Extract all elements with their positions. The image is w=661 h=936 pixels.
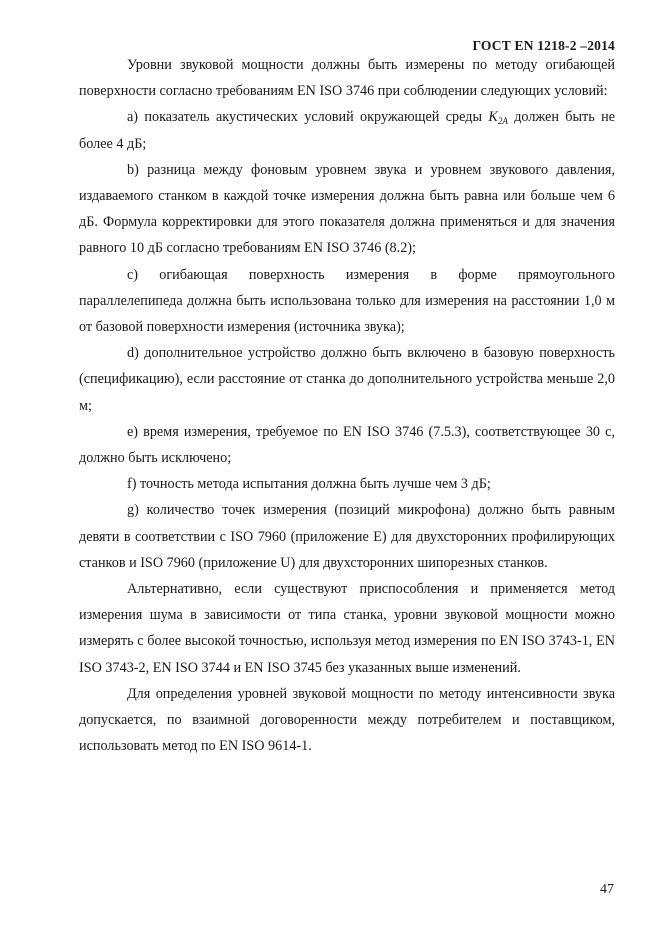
paragraph-alternative: Альтернативно, если существуют приспособления и применяется метод измерения шума в зависимости от типа станка, уровни звуковой мощности можно измерять с более высокой точностью, используя метод измерения по EN ISO 3743-1, EN ISO 3743-2, EN ISO 3744 и EN ISO 3745 без указанных выше изменений.	[79, 581, 615, 676]
k-letter: K	[488, 109, 498, 126]
paragraph-item-b: b) разница между фоновым уровнем звука и уровнем звукового давления, издаваемого станком в каждой точке измерения должна быть равна или больше чем 6 дБ. Формула корректировки для этого показателя должна применяться и для значения равного 10 дБ согласно требованиям EN ISO 3746 (8.2);	[79, 161, 615, 257]
item-a-text-before: a) показатель акустических условий окружающей среды	[127, 109, 489, 126]
k2a-symbol	[488, 109, 507, 125]
item-a-text-after: должен быть не более 4 дБ;	[79, 109, 615, 152]
page-number: 47	[600, 882, 614, 897]
paragraph-item-f: f) точность метода испытания должна быть лучше чем 3 дБ;	[127, 476, 491, 493]
document-body	[79, 52, 615, 759]
paragraph-intro: Уровни звуковой мощности должны быть измерены по методу огибающей поверхности согласно требованиям EN ISO 3746 при соблюдении следующих условий:	[79, 57, 615, 100]
paragraph-item-e: e) время измерения, требуемое по EN ISO 3746 (7.5.3), соответствующее 30 с, должно быть исключено;	[79, 423, 615, 467]
paragraph-item-c: c) огибающая поверхность измерения в форме прямоугольного параллелепипеда должна быть использована только для измерения на расстоянии 1,0 м от базовой поверхности измерения (источника звука);	[79, 266, 615, 336]
k-subscript: 2A	[497, 116, 508, 127]
paragraph-item-a	[79, 104, 615, 156]
paragraph-item-g: g) количество точек измерения (позиций микрофона) должно быть равным девяти в соответствии с ISO 7960 (приложение E) для двухсторонних профилирующих станков и ISO 7960 (приложение U) для двухсторонних шипорезных станков.	[79, 502, 615, 571]
paragraph-item-d: d) дополнительное устройство должно быть включено в базовую поверхность (спецификацию), если расстояние от станка до дополнительного устройства меньше 2,0 м;	[79, 345, 615, 414]
paragraph-intensity: Для определения уровней звуковой мощности по методу интенсивности звука допускается, по взаимной договоренности между потребителем и поставщиком, использовать метод по EN ISO 9614-1.	[79, 685, 615, 755]
document-header: ГОСТ EN 1218-2 –2014	[472, 38, 615, 53]
